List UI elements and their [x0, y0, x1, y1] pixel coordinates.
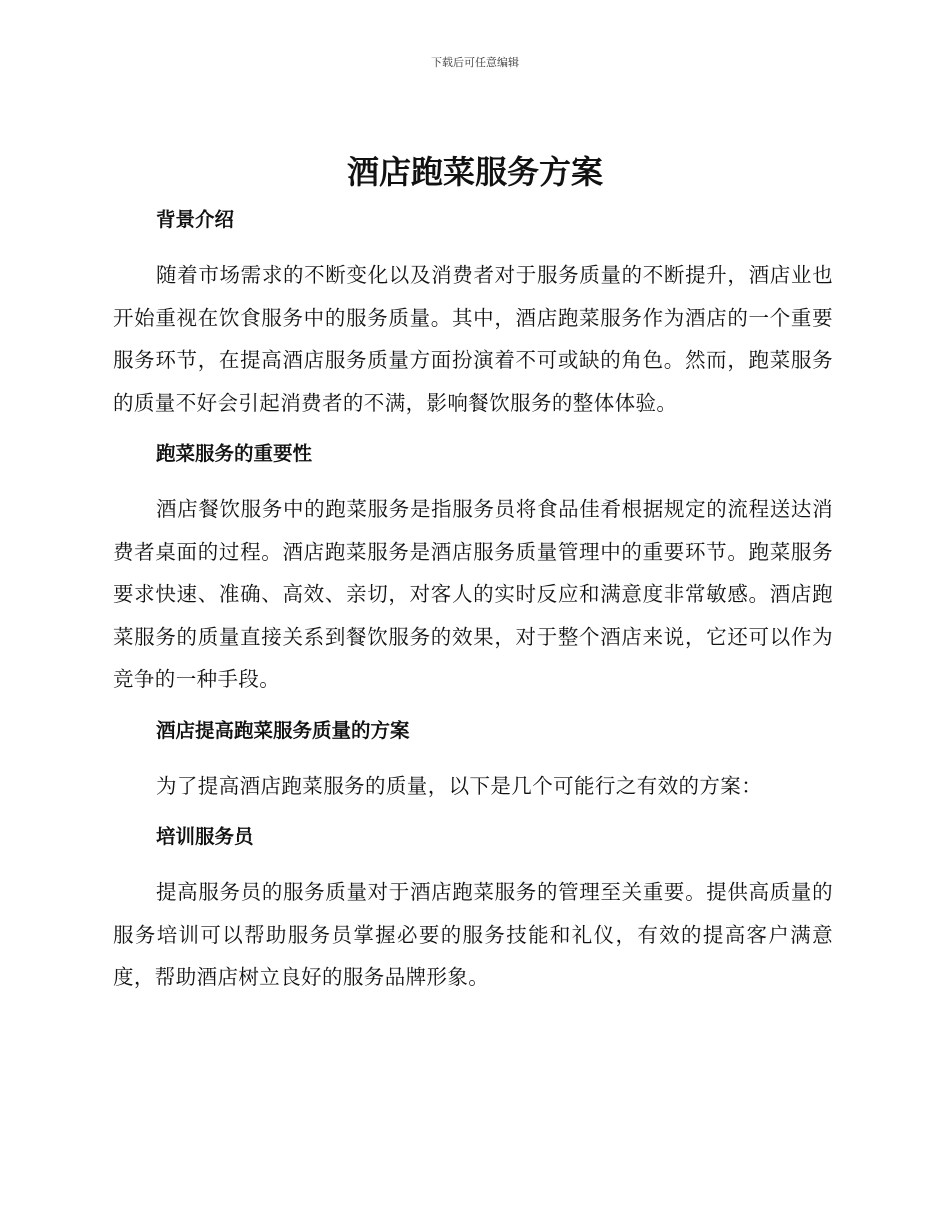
section-heading-plan: 酒店提高跑菜服务质量的方案 — [156, 718, 410, 742]
header-note: 下载后可任意编辑 — [431, 56, 519, 69]
section-paragraph-background: 随着市场需求的不断变化以及消费者对于服务质量的不断提升，酒店业也开始重视在饮食服务中的服务质量。其中，酒店跑菜服务作为酒店的一个重要服务环节，在提高酒店服务质量方面扮演着不可或缺的角色。然而，跑菜服务的质量不好会引起消费者的不满，影响餐饮服务的整体体验。 — [113, 263, 833, 415]
section-heading-importance: 跑菜服务的重要性 — [156, 442, 313, 465]
section-paragraph-importance: 酒店餐饮服务中的跑菜服务是指服务员将食品佳肴根据规定的流程送达消费者桌面的过程。酒店跑菜服务是酒店服务质量管理中的重要环节。跑菜服务要求快速、准确、高效、亲切，对客人的实时反应和满意度非常敏感。酒店跑菜服务的质量直接关系到餐饮服务的效果，对于整个酒店来说，它还可以作为竞争的一种手段。 — [113, 497, 833, 691]
section-paragraph-training: 提高服务员的服务质量对于酒店跑菜服务的管理至关重要。提供高质量的服务培训可以帮助服务员掌握必要的服务技能和礼仪，有效的提高客户满意度，帮助酒店树立良好的服务品牌形象。 — [113, 880, 833, 989]
section-heading-background: 背景介绍 — [156, 208, 235, 231]
document-body — [113, 200, 833, 999]
section-heading-training: 培训服务员 — [156, 825, 254, 848]
document-title: 酒店跑菜服务方案 — [346, 153, 603, 191]
section-paragraph-plan: 为了提高酒店跑菜服务的质量，以下是几个可能行之有效的方案： — [156, 773, 763, 798]
